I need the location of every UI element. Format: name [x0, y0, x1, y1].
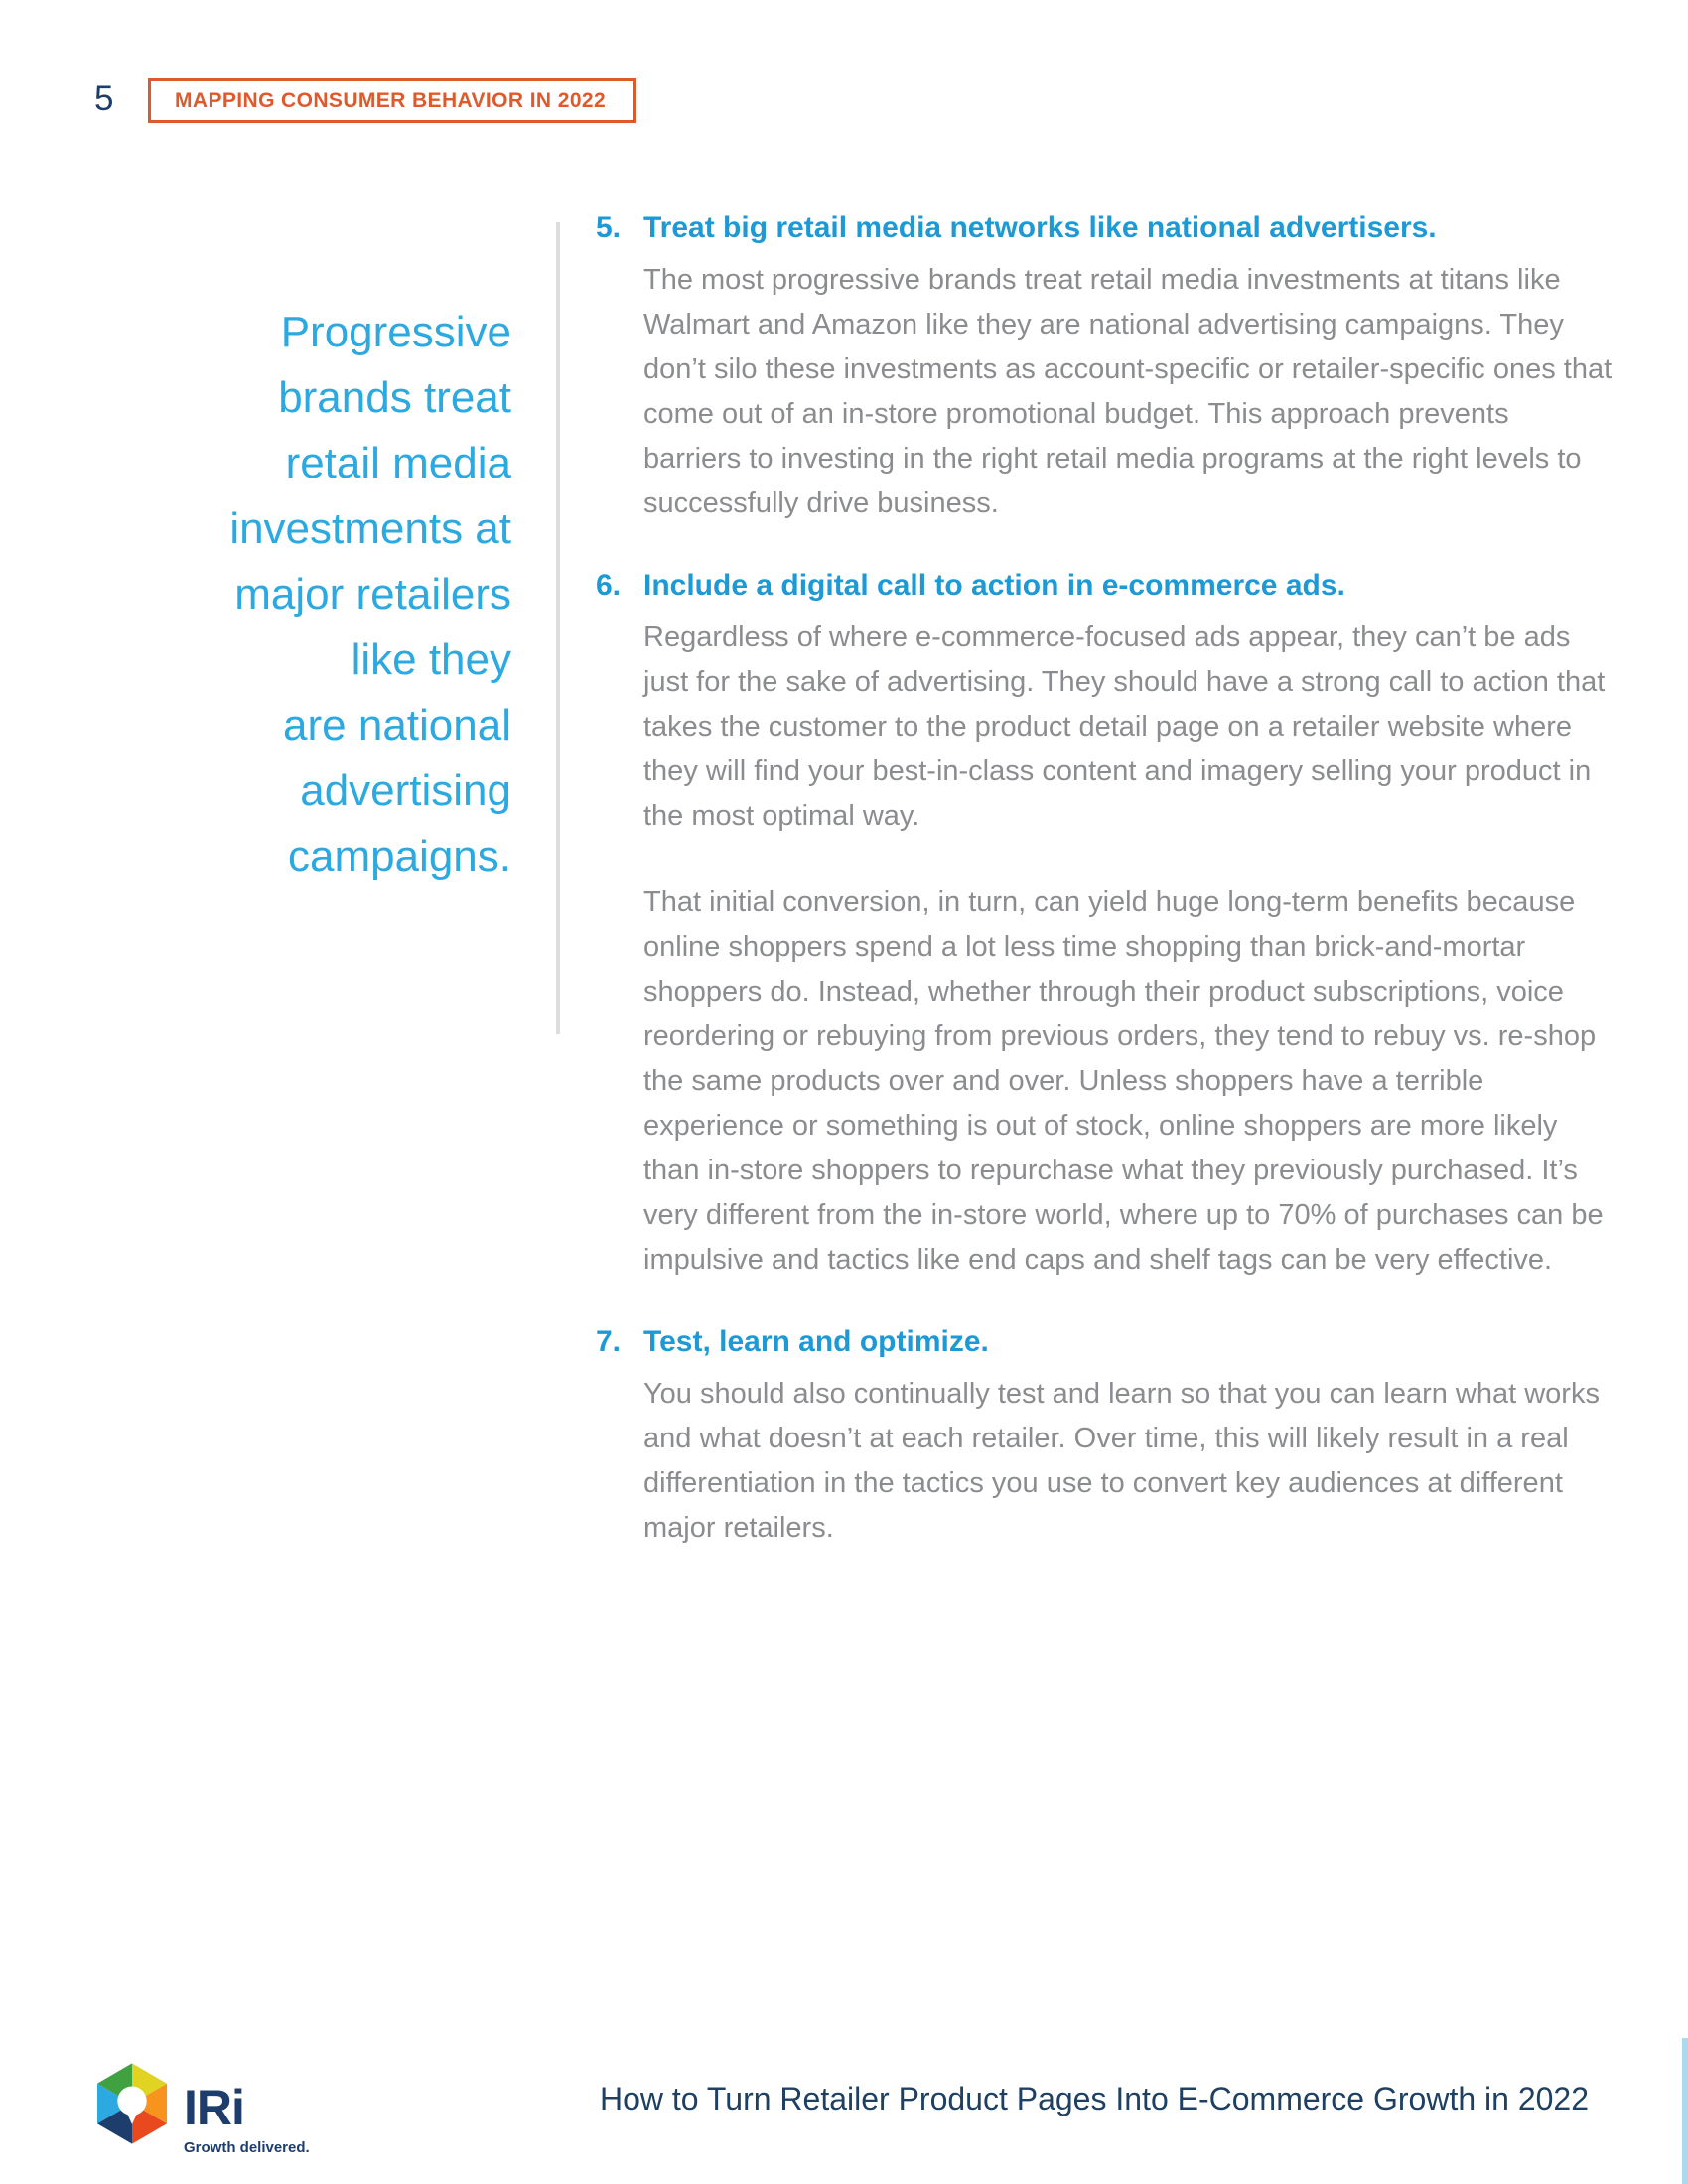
section-number: 6. — [596, 569, 622, 602]
pullquote-line: like they — [351, 635, 511, 684]
iri-logo-name: IRi — [184, 2080, 244, 2135]
section-heading — [561, 208, 1614, 248]
section-paragraph: You should also continually test and learn so that you can learn what works and what doesn’t at each retailer. Over time, this will likely result in a real differentiation in the tactics you use to convert key audiences at different major retailers. — [643, 1378, 1600, 1544]
iri-logo-tagline: Growth delivered. — [184, 2139, 310, 2156]
section-paragraph: Regardless of where e-commerce-focused ads appear, they can’t be ads just for the sake of advertising. They should have a strong call to action that takes the customer to the product detail page on a retailer website where they will find your best-in-class content and imagery selling your product in the most optimal way. — [643, 621, 1606, 832]
header-tag — [148, 78, 636, 123]
right-edge-accent-bar — [1682, 2038, 1688, 2184]
iri-cube-icon — [97, 2061, 167, 2146]
section-number: 7. — [596, 1325, 622, 1358]
numbered-list — [561, 208, 1614, 1580]
pullquote-line: Progressive — [280, 308, 511, 356]
pullquote-line: advertising — [300, 766, 511, 815]
section-paragraph: The most progressive brands treat retail media investments at titans like Walmart and Amazon like they are national advertising campaigns. They don’t silo these investments as account-specific or retailer-specific ones that come out of an in-store promotional budget. This approach prevents barriers to investing in the right retail media programs at the right levels to successfully drive business. — [643, 264, 1613, 519]
pullquote-line: brands treat — [278, 373, 511, 422]
section-heading-text: Test, learn and optimize. — [643, 1325, 989, 1358]
pullquote-line: are national — [283, 701, 511, 750]
section-heading-text: Include a digital call to action in e-commerce ads. — [643, 569, 1345, 602]
section-heading — [561, 566, 1614, 606]
pullquote — [109, 300, 511, 889]
iri-logo-text — [184, 2061, 310, 2156]
section-number: 5. — [596, 211, 622, 244]
divider-line — [556, 222, 560, 1034]
section-paragraph: That initial conversion, in turn, can yield huge long-term benefits because online shoppers spend a lot less time shopping than brick-and-mortar shoppers do. Instead, whether through their product subscriptions, voice reordering or rebuying from previous orders, they tend to rebuy vs. re-shop the same products over and over. Unless shoppers have a terrible experience or something is out of stock, online shoppers are more likely than in-store shoppers to repurchase what they previously purchased. It’s very different from the in-store world, where up to 70% of purchases can be impulsive and tactics like end caps and shelf tags can be very effective. — [643, 887, 1604, 1276]
iri-logo — [97, 2061, 310, 2156]
pullquote-line: investments at — [229, 504, 511, 553]
section-heading — [561, 1322, 1614, 1362]
footer-title: How to Turn Retailer Product Pages Into E-Commerce Growth in 2022 — [600, 2081, 1589, 2116]
section-heading-text: Treat big retail media networks like national advertisers. — [643, 211, 1437, 244]
pullquote-line: major retailers — [234, 570, 511, 618]
page-number: 5 — [94, 79, 114, 118]
section-7 — [561, 1322, 1614, 1551]
section-5 — [561, 208, 1614, 526]
pullquote-line: retail media — [285, 439, 511, 487]
section-6 — [561, 566, 1614, 1283]
header-tag-label: MAPPING CONSUMER BEHAVIOR IN 2022 — [175, 88, 607, 112]
pullquote-line: campaigns. — [287, 832, 511, 881]
